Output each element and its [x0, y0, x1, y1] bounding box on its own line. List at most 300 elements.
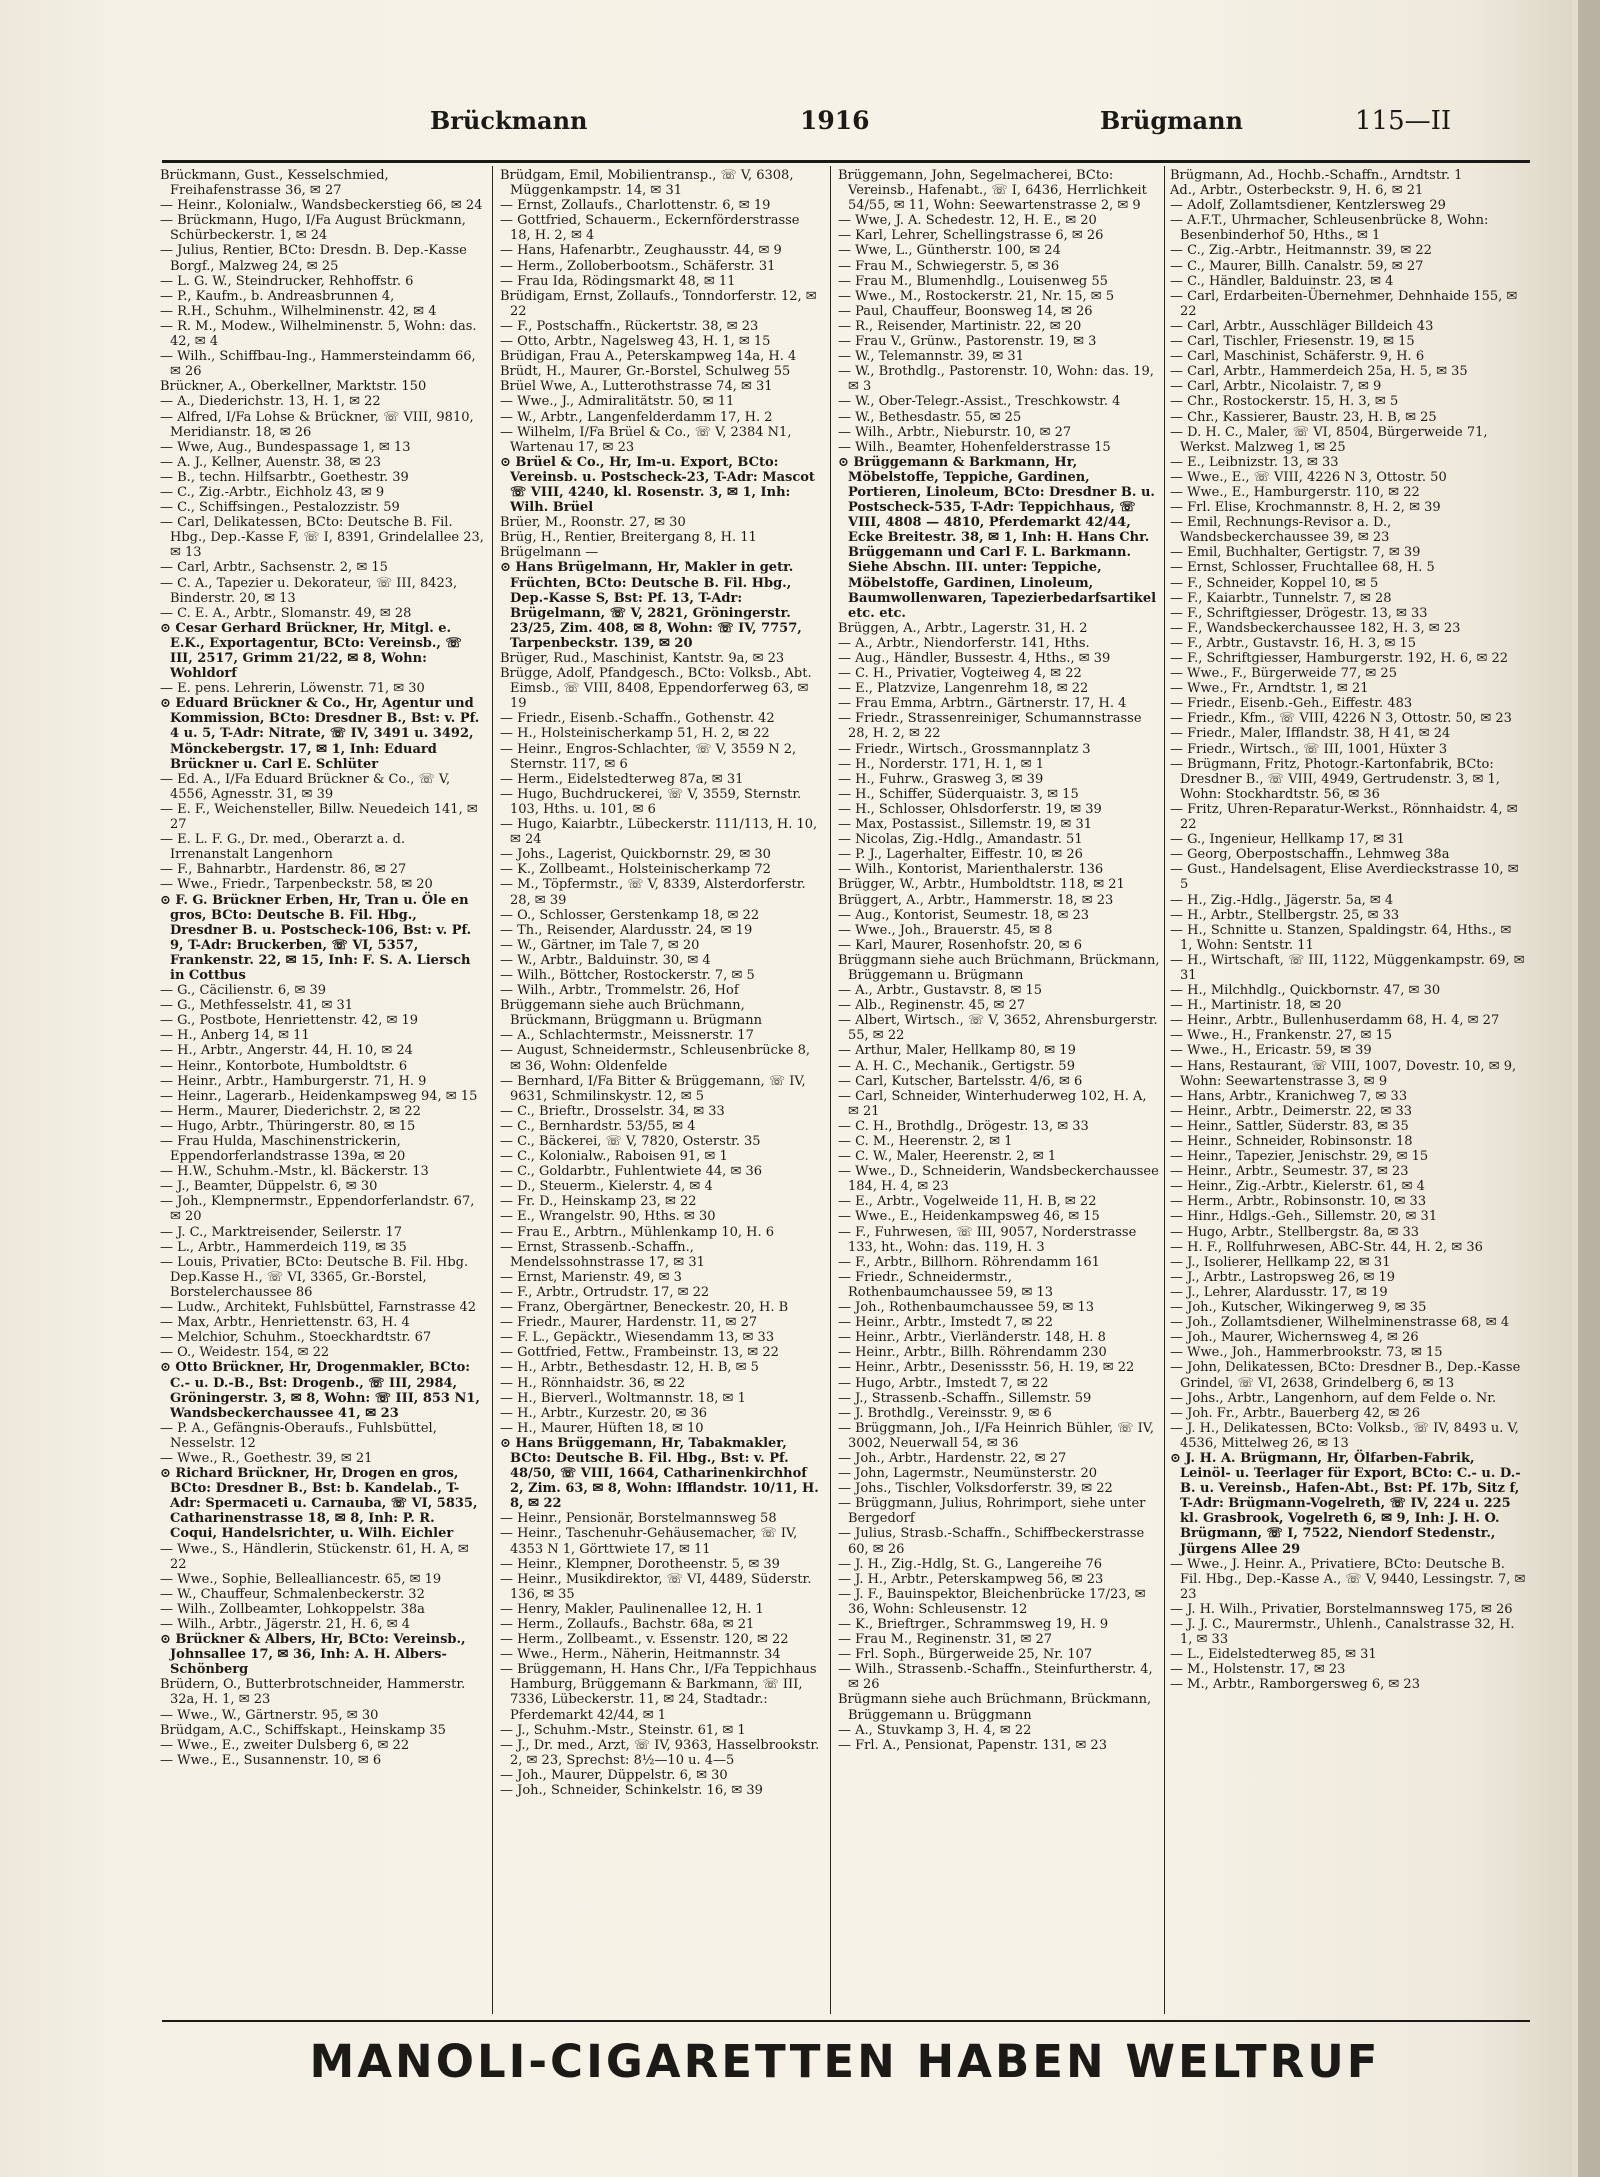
directory-entry: — Wwe., W., Gärtnerstr. 95, ✉ 30 [160, 1707, 379, 1723]
directory-entry: — Wilh., Strassenb.-Schaffn., Steinfurtherstr. 4, ✉ 26 [838, 1662, 1153, 1693]
directory-entry: Brüer, M., Roonstr. 27, ✉ 30 [500, 515, 686, 531]
directory-entry: — F., Bahnarbtr., Hardenstr. 86, ✉ 27 [160, 862, 407, 878]
directory-entry: — Frau M., Reginenstr. 31, ✉ 27 [838, 1632, 1053, 1648]
directory-entry: — C. H., Brothdlg., Drögestr. 13, ✉ 33 [838, 1118, 1089, 1134]
directory-entry: — Wilh., Arbtr., Jägerstr. 21, H. 6, ✉ 4 [160, 1617, 411, 1632]
directory-entry: — Friedr., Kfm., ☏ VIII, 4226 N 3, Ottostr. 50, ✉ 23 [1170, 711, 1512, 727]
directory-entry: — J., Dr. med., Arzt, ☏ IV, 9363, Hasselbrookstr. 2, ✉ 23, Sprechst: 8½—10 u. 4—5 [500, 1737, 820, 1768]
directory-entry: — Frau Emma, Arbtrn., Gärtnerstr. 17, H. 4 [838, 696, 1127, 712]
directory-entry: — C., Goldarbtr., Fuhlentwiete 44, ✉ 36 [500, 1164, 763, 1180]
directory-entry: — Gust., Handelsagent, Elise Averdieckstrasse 10, ✉ 5 [1170, 862, 1519, 893]
directory-entry: — J., Isolierer, Hellkamp 22, ✉ 31 [1170, 1254, 1391, 1270]
directory-entry: — Heinr., Schneider, Robinsonstr. 18 [1170, 1134, 1413, 1149]
directory-entry: — Herm., Maurer, Diederichstr. 2, ✉ 22 [160, 1103, 421, 1119]
directory-entry: — Aug., Händler, Bussestr. 4, Hths., ✉ 39 [838, 651, 1111, 666]
directory-entry: — Frau M., Blumenhdlg., Louisenweg 55 [838, 273, 1108, 289]
directory-entry: ⊙ Otto Brückner, Hr, Drogenmakler, BCto: C.- u. D.-B., Bst: Drogenb., ☏ III, 2984, Gröningerstr. 3, ✉ 8, Wohn: ☏ III, 853 N1, Wandsbeckerchaussee 41, ✉ 23 [160, 1360, 480, 1421]
directory-entry: — Hugo, Kaiarbtr., Lübeckerstr. 111/113, H. 10, ✉ 24 [500, 817, 818, 848]
directory-entry: Brüdigan, Frau A., Peterskampweg 14a, H. 4 [500, 349, 797, 365]
directory-entry: — C., Maurer, Billh. Canalstr. 59, ✉ 27 [1170, 258, 1424, 274]
directory-entry: — A. H. C., Mechanik., Gertigstr. 59 [838, 1058, 1075, 1074]
directory-entry: ⊙ Hans Brügelmann, Hr, Makler in getr. Früchten, BCto: Deutsche B. Fil. Hbg., Dep.-Kasse S, Bst: Pf. 13, T-Adr: Brügelmann, ☏ V, 2821, Gröningerstr. 23/25, Zim. 408, ✉ 8, Wohn: ☏ IV, 7757, Tarpenbeckstr. 139, ✉ 20 [500, 560, 802, 651]
directory-entry: — Ernst, Zollaufs., Charlottenstr. 6, ✉ 19 [500, 198, 771, 214]
directory-entry: — J., Lehrer, Alardusstr. 17, ✉ 19 [1170, 1284, 1388, 1300]
directory-entry: — A., Diederichstr. 13, H. 1, ✉ 22 [160, 394, 381, 410]
directory-entry: — Wwe., Joh., Brauerstr. 45, ✉ 8 [838, 922, 1053, 938]
directory-entry: — Wwe., M., Rostockerstr. 21, Nr. 15, ✉ 5 [838, 288, 1115, 304]
directory-entry: — H.W., Schuhm.-Mstr., kl. Bäckerstr. 13 [160, 1164, 429, 1180]
directory-entry: — Chr., Rostockerstr. 15, H. 3, ✉ 5 [1170, 394, 1399, 410]
directory-entry: — Hugo, Arbtr., Thüringerstr. 80, ✉ 15 [160, 1118, 416, 1134]
directory-entry: — Heinr., Pensionär, Borstelmannsweg 58 [500, 1511, 777, 1527]
directory-entry: — H., Fuhrw., Grasweg 3, ✉ 39 [838, 771, 1044, 787]
directory-entry: — H., Maurer, Hüften 18, ✉ 10 [500, 1420, 704, 1436]
header-first-entry: Brückmann [430, 106, 588, 135]
directory-entry: — R., Reisender, Martinistr. 22, ✉ 20 [838, 318, 1082, 334]
directory-entry: — M., Holstenstr. 17, ✉ 23 [1170, 1662, 1346, 1678]
footer-rule [162, 2020, 1530, 2022]
header-rule [162, 160, 1530, 163]
directory-entry: — Hugo, Buchdruckerei, ☏ V, 3559, Sternstr. 103, Hths. u. 101, ✉ 6 [500, 786, 802, 817]
directory-entry: — Wwe., Joh., Hammerbrookstr. 73, ✉ 15 [1170, 1345, 1443, 1361]
directory-entry: Brüdigam, Ernst, Zollaufs., Tonndorferstr. 12, ✉ 22 [500, 288, 817, 319]
directory-entry: — W., Ober-Telegr.-Assist., Treschkowstr. 4 [838, 394, 1121, 410]
directory-entry: — C., Brieftr., Drosselstr. 34, ✉ 33 [500, 1103, 725, 1119]
directory-entry: — Herm., Zollaufs., Bachstr. 68a, ✉ 21 [500, 1617, 755, 1632]
directory-entry: — F., Schriftgiesser, Hamburgerstr. 192, H. 6, ✉ 22 [1170, 651, 1509, 666]
directory-entry: Brügmann, Ad., Hochb.-Schaffn., Arndtstr. 1 [1170, 168, 1463, 183]
directory-entry: — Albert, Wirtsch., ☏ V, 3652, Ahrensburgerstr. 55, ✉ 22 [838, 1013, 1158, 1044]
directory-entry: — Wwe., E., Susannenstr. 10, ✉ 6 [160, 1752, 382, 1768]
directory-entry: — August, Schneidermstr., Schleusenbrücke 8, ✉ 36, Wohn: Oldenfelde [500, 1043, 810, 1074]
directory-entry: — E., Platzvize, Langenrehm 18, ✉ 22 [838, 681, 1089, 697]
directory-entry: — Joh., Klempnermstr., Eppendorferlandstr. 67, ✉ 20 [160, 1194, 475, 1225]
directory-entry: — F., Arbtr., Gustavstr. 16, H. 3, ✉ 15 [1170, 635, 1417, 651]
directory-entry: — Wilh., Kontorist, Marienthalerstr. 136 [838, 862, 1104, 878]
directory-entry: — H., Anberg 14, ✉ 11 [160, 1028, 310, 1044]
directory-entry: — F., Postschaffn., Rückertstr. 38, ✉ 23 [500, 318, 759, 334]
directory-entry: — F., Arbtr., Billhorn. Röhrendamm 161 [838, 1254, 1100, 1270]
directory-entry: — R. M., Modew., Wilhelminenstr. 5, Wohn: das. 42, ✉ 4 [160, 318, 477, 350]
directory-entry: — J. F., Bauinspektor, Bleichenbrücke 17/23, ✉ 36, Wohn: Schleusenstr. 12 [838, 1586, 1146, 1617]
directory-entry: — H., Arbtr., Kurzestr. 20, ✉ 36 [500, 1405, 708, 1421]
directory-entry: ⊙ Brüggemann & Barkmann, Hr, Möbelstoffe, Teppiche, Gardinen, Portieren, Linoleum, BCto: Dresdner B. u. Postscheck-535, T-Adr: Teppichhaus, ☏ VIII, 4808 — 4810, Pferdemarkt 42/44, Ecke Breitestr. 38, ✉ 1, Inh: H. Hans Chr. Brüggemann und Carl F. L. Barkmann. Siehe Abschn. III. unter: Teppiche, Möbelstoffe, Gardinen, Linoleum, Baumwollenwaren, Tapezierbedarfsartikel etc. etc. [838, 454, 1157, 621]
directory-entry: — E., Leibnizstr. 13, ✉ 33 [1170, 454, 1339, 470]
directory-entry: ⊙ J. H. A. Brügmann, Hr, Ölfarben-Fabrik, Leinöl- u. Teerlager für Export, BCto: C.- u. D.-B. u. Vereinsb., Hafen-Abt., Bst: Pf. 17b, Sitz f, T-Adr: Brügmann-Vogelreth, ☏ IV, 224 u. 225 kl. Grasbrook, Vogelreth 6, ✉ 9, Inh: J. H. O. Brügmann, ☏ I, 7522, Niendorf Stedenstr., Jürgens Allee 29 [1170, 1450, 1521, 1557]
directory-entry: — Julius, Rentier, BCto: Dresdn. B. Dep.-Kasse Borgf., Malzweg 24, ✉ 25 [160, 243, 467, 274]
directory-entry: — F., Schriftgiesser, Drögestr. 13, ✉ 33 [1170, 605, 1428, 621]
directory-entry: ⊙ Cesar Gerhard Brückner, Hr, Mitgl. e. E.K., Exportagentur, BCto: Vereinsb., ☏ III, 2517, Grimm 21/22, ✉ 8, Wohn: Wohldorf [160, 620, 462, 682]
directory-entry: — Frau M., Schwiegerstr. 5, ✉ 36 [838, 258, 1060, 274]
directory-entry: — Wwe., J. Heinr. A., Privatiere, BCto: Deutsche B. Fil. Hbg., Dep.-Kasse A., ☏ V, 9440, Lessingstr. 7, ✉ 23 [1170, 1556, 1526, 1602]
directory-entry: — Johs., Tischler, Volksdorferstr. 39, ✉ 22 [838, 1481, 1113, 1497]
directory-entry: — Fritz, Uhren-Reparatur-Werkst., Rönnhaidstr. 4, ✉ 22 [1170, 801, 1518, 833]
directory-entry: — G., Postbote, Henriettenstr. 42, ✉ 19 [160, 1013, 419, 1029]
directory-entry: — Friedr., Eisenb.-Schaffn., Gothenstr. 42 [500, 711, 775, 727]
directory-entry: — A., Arbtr., Niendorferstr. 141, Hths. [838, 635, 1090, 651]
directory-entry: — Max, Arbtr., Henriettenstr. 63, H. 4 [160, 1315, 410, 1331]
directory-entry: — Fr. D., Heinskamp 23, ✉ 22 [500, 1194, 697, 1210]
directory-entry: — W., Chauffeur, Schmalenbeckerstr. 32 [160, 1586, 425, 1602]
directory-entry: Brüggen, A., Arbtr., Lagerstr. 31, H. 2 [838, 620, 1088, 636]
directory-entry: — F., Arbtr., Ortrudstr. 17, ✉ 22 [500, 1284, 710, 1300]
directory-entry: — Joh., Arbtr., Hardenstr. 22, ✉ 27 [838, 1450, 1067, 1466]
directory-entry: — Wwe., R., Goethestr. 39, ✉ 21 [160, 1450, 373, 1466]
directory-entry: Brückner, A., Oberkellner, Marktstr. 150 [160, 379, 427, 395]
directory-entry: — Carl, Arbtr., Sachsenstr. 2, ✉ 15 [160, 560, 388, 576]
directory-entry: — Alfred, I/Fa Lohse & Brückner, ☏ VIII, 9810, Meridianstr. 18, ✉ 26 [160, 409, 474, 440]
directory-entry: — Wwe., F., Bürgerweide 77, ✉ 25 [1170, 666, 1397, 682]
directory-entry: — Aug., Kontorist, Seumestr. 18, ✉ 23 [838, 907, 1090, 923]
directory-entry: — Julius, Strasb.-Schaffn., Schiffbeckerstrasse 60, ✉ 26 [838, 1526, 1145, 1557]
directory-entry: — Chr., Kassierer, Baustr. 23, H. B, ✉ 25 [1170, 409, 1437, 425]
directory-entry: — Adolf, Zollamtsdiener, Kentzlersweg 29 [1170, 198, 1446, 214]
directory-entry: — C., Zig.-Arbtr., Heitmannstr. 39, ✉ 22 [1170, 243, 1432, 259]
directory-entry: — C., Bernhardstr. 53/55, ✉ 4 [500, 1118, 696, 1134]
directory-entry: — E., Wrangelstr. 90, Hths. ✉ 30 [500, 1209, 716, 1225]
directory-entry: — Wwe., E., Hamburgerstr. 110, ✉ 22 [1170, 484, 1420, 500]
directory-entry: — Frau Ida, Rödingsmarkt 48, ✉ 11 [500, 273, 736, 289]
directory-entry: — F. L., Gepäcktr., Wiesendamm 13, ✉ 33 [500, 1330, 775, 1346]
directory-entry: — Otto, Arbtr., Nagelsweg 43, H. 1, ✉ 15 [500, 334, 771, 350]
directory-entry: — W., Arbtr., Langenfelderdamm 17, H. 2 [500, 409, 773, 425]
directory-entry: — Herm., Zolloberbootsm., Schäferstr. 31 [500, 258, 776, 274]
directory-entry: — H., Arbtr., Bethesdastr. 12, H. B, ✉ 5 [500, 1360, 759, 1376]
directory-entry: — Joh., Maurer, Wichernsweg 4, ✉ 26 [1170, 1330, 1419, 1346]
directory-entry: — Heinr., Arbtr., Deimerstr. 22, ✉ 33 [1170, 1103, 1413, 1119]
directory-entry: — Nicolas, Zig.-Hdlg., Amandastr. 51 [838, 832, 1083, 848]
directory-entry: — W., Telemannstr. 39, ✉ 31 [838, 349, 1024, 365]
directory-entry: — W., Brothdlg., Pastorenstr. 10, Wohn: das. 19, ✉ 3 [838, 364, 1154, 395]
directory-entry: — Heinr., Kolonialw., Wandsbeckerstieg 66, ✉ 24 [160, 198, 483, 214]
directory-entry: Brüggmann siehe auch Brüchmann, Brückmann, Brüggemann u. Brügmann [838, 952, 1160, 983]
directory-entry: Brüggemann, John, Segelmacherei, BCto: Vereinsb., Hafenabt., ☏ I, 6436, Herrlichkeit 54/55, ✉ 11, Wohn: Seewartenstrasse 2, ✉ 9 [838, 168, 1147, 214]
directory-entry: — H., Schnitte u. Stanzen, Spaldingstr. 64, Hths., ✉ 1, Wohn: Sentstr. 11 [1170, 922, 1512, 953]
directory-entry: — Heinr., Sattler, Süderstr. 83, ✉ 35 [1170, 1118, 1409, 1134]
directory-entry: ⊙ F. G. Brückner Erben, Hr, Tran u. Öle en gros, BCto: Deutsche B. Fil. Hbg., Dresdner B. u. Postscheck-106, Bst: v. Pf. 9, T-Adr: Bruckerben, ☏ VI, 5357, Frankenstr. 22, ✉ 15, Inh: F. S. A. Liersch in Cottbus [160, 892, 472, 983]
directory-entry: — H., Arbtr., Angerstr. 44, H. 10, ✉ 24 [160, 1043, 413, 1059]
directory-entry: — Herm., Arbtr., Robinsonstr. 10, ✉ 33 [1170, 1194, 1427, 1210]
directory-entry: — Heinr., Arbtr., Desenissstr. 56, H. 19, ✉ 22 [838, 1360, 1135, 1376]
directory-entry: — H., Schlosser, Ohlsdorferstr. 19, ✉ 39 [838, 801, 1102, 817]
directory-entry: — C., Bäckerei, ☏ V, 7820, Osterstr. 35 [500, 1134, 761, 1149]
directory-entry: — J., Arbtr., Lastropsweg 26, ✉ 19 [1170, 1269, 1396, 1285]
directory-entry: — C., Händler, Balduinstr. 23, ✉ 4 [1170, 273, 1394, 289]
directory-entry: — Heinr., Arbtr., Bullenhuserdamm 68, H. 4, ✉ 27 [1170, 1013, 1500, 1029]
directory-entry: — Brüggmann, Joh., I/Fa Heinrich Bühler, ☏ IV, 3002, Neuerwall 54, ✉ 36 [838, 1420, 1155, 1451]
header-year: 1916 [800, 106, 870, 135]
directory-entry: — Carl, Delikatessen, BCto: Deutsche B. Fil. Hbg., Dep.-Kasse F, ☏ I, 8391, Grindelallee 23, ✉ 13 [160, 515, 484, 561]
directory-entry: — J. H. Wilh., Privatier, Borstelmannsweg 175, ✉ 26 [1170, 1601, 1513, 1617]
directory-entry: — Wwe., Friedr., Tarpenbeckstr. 58, ✉ 20 [160, 877, 433, 893]
directory-entry: — Wilh., Arbtr., Nieburstr. 10, ✉ 27 [838, 424, 1072, 440]
directory-entry: — Carl, Arbtr., Ausschläger Billdeich 43 [1170, 318, 1434, 334]
directory-entry: — W., Gärtner, im Tale 7, ✉ 20 [500, 937, 700, 953]
directory-entry: — Herm., Eidelstedterweg 87a, ✉ 31 [500, 771, 744, 787]
directory-entry: Brüggemann siehe auch Brüchmann, Brückmann, Brüggmann u. Brügmann [500, 998, 763, 1029]
directory-entry: — Wwe., J., Admiralitätstr. 50, ✉ 11 [500, 394, 735, 410]
directory-entry: — Hugo, Arbtr., Imstedt 7, ✉ 22 [838, 1375, 1049, 1391]
directory-entry: — Heinr., Kontorbote, Humboldtstr. 6 [160, 1058, 408, 1074]
directory-entry: — F., Kaiarbtr., Tunnelstr. 7, ✉ 28 [1170, 590, 1392, 606]
directory-entry: ⊙ Brüel & Co., Hr, Im-u. Export, BCto: Vereinsb. u. Postscheck-23, T-Adr: Mascot ☏ VIII, 4240, kl. Rosenstr. 3, ✉ 1, Inh: Wilh. Brüel [500, 454, 815, 516]
directory-entry: — Wwe., Fr., Arndtstr. 1, ✉ 21 [1170, 681, 1369, 697]
directory-entry: — Frl. Soph., Bürgerweide 25, Nr. 107 [838, 1647, 1093, 1663]
directory-entry: — Brüggemann, H. Hans Chr., I/Fa Teppichhaus Hamburg, Brüggemann & Barkmann, ☏ III, 7336, Lübeckerstr. 11, ✉ 24, Stadtadr.: Pferdemarkt 42/44, ✉ 1 [500, 1662, 817, 1723]
directory-entry: — Heinr., Arbtr., Seumestr. 37, ✉ 23 [1170, 1164, 1409, 1180]
directory-entry: ⊙ Brückner & Albers, Hr, BCto: Vereinsb., Johnsallee 17, ✉ 36, Inh: A. H. Albers-Schönberg [160, 1632, 466, 1678]
directory-entry: — E. F., Weichensteller, Billw. Neuedeich 141, ✉ 27 [160, 801, 478, 833]
directory-entry: — Melchior, Schuhm., Stoeckhardtstr. 67 [160, 1330, 432, 1346]
directory-entry: — Joh., Rothenbaumchaussee 59, ✉ 13 [838, 1300, 1095, 1316]
directory-entry: — Paul, Chauffeur, Boonsweg 14, ✉ 26 [838, 303, 1093, 319]
directory-entry: Brüger, Rud., Maschinist, Kantstr. 9a, ✉ 23 [500, 651, 785, 666]
directory-entry: — Carl, Tischler, Friesenstr. 19, ✉ 15 [1170, 334, 1415, 350]
directory-entry: — C. E. A., Arbtr., Slomanstr. 49, ✉ 28 [160, 605, 412, 621]
directory-entry: — C., Schiffsingen., Pestalozzistr. 59 [160, 500, 400, 516]
directory-entry: — Joh., Maurer, Düppelstr. 6, ✉ 30 [500, 1767, 728, 1783]
directory-entry: — Heinr., Musikdirektor, ☏ VI, 4489, Süderstr. 136, ✉ 35 [500, 1571, 812, 1602]
directory-entry: — Emil, Rechnungs-Revisor a. D., Wandsbeckerchaussee 39, ✉ 23 [1170, 515, 1392, 546]
directory-entry: — O., Weidestr. 154, ✉ 22 [160, 1345, 330, 1361]
directory-entry: — C. A., Tapezier u. Dekorateur, ☏ III, 8423, Binderstr. 20, ✉ 13 [160, 575, 458, 606]
directory-entry: — K., Zollbeamt., Holsteinischerkamp 72 [500, 862, 771, 878]
directory-entry: — Th., Reisender, Alardusstr. 24, ✉ 19 [500, 922, 753, 938]
directory-entry: — G., Ingenieur, Hellkamp 17, ✉ 31 [1170, 832, 1405, 848]
directory-entry: — Wilh., Schiffbau-Ing., Hammersteindamm 66, ✉ 26 [160, 349, 476, 380]
directory-entry: — C., Zig.-Arbtr., Eichholz 43, ✉ 9 [160, 484, 385, 500]
directory-entry: — Johs., Lagerist, Quickbornstr. 29, ✉ 30 [500, 847, 771, 863]
directory-entry: — E. L. F. G., Dr. med., Oberarzt a. d. Irrenanstalt Langenhorn [160, 832, 406, 863]
directory-entry: — Gottfried, Fettw., Frambeinstr. 13, ✉ 22 [500, 1345, 779, 1361]
directory-entry: — Joh., Schneider, Schinkelstr. 16, ✉ 39 [500, 1783, 763, 1799]
footer-advertisement: MANOLI-CIGARETTEN HABEN WELTRUF [309, 2035, 1381, 2088]
directory-entry: — Friedr., Eisenb.-Geh., Eiffestr. 483 [1170, 696, 1413, 712]
directory-entry: — Wwe., E., ☏ VIII, 4226 N 3, Ottostr. 50 [1170, 469, 1447, 485]
column-divider [830, 166, 831, 2014]
directory-entry: — Friedr., Maler, Ifflandstr. 38, H 41, ✉ 24 [1170, 726, 1451, 742]
directory-entry: — Ernst, Schlosser, Fruchtallee 68, H. 5 [1170, 560, 1435, 576]
directory-entry: — H., Arbtr., Stellbergstr. 25, ✉ 33 [1170, 907, 1400, 923]
page-header [160, 100, 1530, 150]
directory-entry: Brüg, H., Rentier, Breitergang 8, H. 11 [500, 530, 757, 546]
directory-entry: — Frau Hulda, Maschinenstrickerin, Eppendorferlandstrasse 139a, ✉ 20 [160, 1134, 406, 1165]
directory-entry: — Louis, Privatier, BCto: Deutsche B. Fil. Hbg. Dep.Kasse H., ☏ VI, 3365, Gr.-Borstel, Borstelerchaussee 86 [160, 1254, 469, 1300]
directory-entry: — Wwe, Aug., Bundespassage 1, ✉ 13 [160, 439, 411, 455]
directory-entry: — Friedr., Maurer, Hardenstr. 11, ✉ 27 [500, 1315, 758, 1331]
directory-entry: — F., Wandsbeckerchaussee 182, H. 3, ✉ 23 [1170, 620, 1461, 636]
directory-entry: — Joh., Kutscher, Wikingerweg 9, ✉ 35 [1170, 1300, 1427, 1316]
directory-entry: — Emil, Buchhalter, Gertigstr. 7, ✉ 39 [1170, 545, 1421, 561]
directory-entry: — Wwe., E., Heidenkampsweg 46, ✉ 15 [838, 1209, 1100, 1225]
directory-entry: — Wilh., Beamter, Hohenfelderstrasse 15 [838, 439, 1111, 455]
directory-entry: — H., Norderstr. 171, H. 1, ✉ 1 [838, 756, 1044, 772]
directory-entry: — Franz, Obergärtner, Beneckestr. 20, H. B [500, 1300, 789, 1316]
directory-entry: — Frau V., Grünw., Pastorenstr. 19, ✉ 3 [838, 334, 1097, 350]
directory-entry: — M., Arbtr., Ramborgersweg 6, ✉ 23 [1170, 1677, 1420, 1693]
directory-entry: — J., Schuhm.-Mstr., Steinstr. 61, ✉ 1 [500, 1722, 746, 1738]
directory-entry: Brüdgam, A.C., Schiffskapt., Heinskamp 35 [160, 1722, 446, 1738]
directory-entry: — J. J. C., Maurermstr., Uhlenh., Canalstrasse 32, H. 1, ✉ 33 [1170, 1617, 1515, 1648]
directory-entry: — A. J., Kellner, Auenstr. 38, ✉ 23 [160, 454, 382, 470]
directory-entry: — H., Schiffer, Süderquaistr. 3, ✉ 15 [838, 786, 1079, 802]
directory-entry: — Frau E., Arbtrn., Mühlenkamp 10, H. 6 [500, 1224, 775, 1240]
directory-entry: — A., Stuvkamp 3, H. 4, ✉ 22 [838, 1722, 1032, 1738]
directory-entry: — H., Holsteinischerkamp 51, H. 2, ✉ 22 [500, 726, 770, 742]
directory-entry: — Heinr., Arbtr., Imstedt 7, ✉ 22 [838, 1315, 1054, 1331]
directory-entry: — B., techn. Hilfsarbtr., Goethestr. 39 [160, 469, 409, 485]
directory-entry: ⊙ Eduard Brückner & Co., Hr, Agentur und Kommission, BCto: Dresdner B., Bst: v. Pf. 4 u. 5, T-Adr: Nitrate, ☏ IV, 3491 u. 3492, Mönckebergstr. 17, ✉ 1, Inh: Eduard Brückner u. Carl E. Schlüter [160, 696, 480, 772]
directory-entry: — J. C., Marktreisender, Seilerstr. 17 [160, 1224, 403, 1240]
directory-entry: — Carl, Arbtr., Nicolaistr. 7, ✉ 9 [1170, 379, 1382, 395]
directory-entry: — G., Methfesselstr. 41, ✉ 31 [160, 998, 354, 1014]
directory-entry: — P., Kaufm., b. Andreasbrunnen 4, [160, 288, 395, 304]
directory-entry: — W., Bethesdastr. 55, ✉ 25 [838, 409, 1022, 425]
column-divider [492, 166, 493, 2014]
directory-entry: Brügmann siehe auch Brüchmann, Brückmann, Brüggemann u. Brüggmann [838, 1692, 1152, 1723]
directory-entry: — J. H., Delikatessen, BCto: Volksb., ☏ IV, 8493 u. V, 4536, Mittelweg 26, ✉ 13 [1170, 1420, 1519, 1451]
directory-entry: — M., Töpfermstr., ☏ V, 8339, Alsterdorferstr. 28, ✉ 39 [500, 877, 806, 908]
directory-entry: Brüggert, A., Arbtr., Hammerstr. 18, ✉ 23 [838, 892, 1114, 908]
directory-entry: — Arthur, Maler, Hellkamp 80, ✉ 19 [838, 1043, 1076, 1059]
directory-entry: — Brügmann, Fritz, Photogr.-Kartonfabrik, BCto: Dresdner B., ☏ VIII, 4949, Gertrudenstr. 3, ✉ 1, Wohn: Stockhardtstr. 56, ✉ 36 [1170, 756, 1500, 802]
directory-entry: — Joh. Fr., Arbtr., Bauerberg 42, ✉ 26 [1170, 1405, 1420, 1421]
directory-entry: — C., Kolonialw., Raboisen 91, ✉ 1 [500, 1149, 728, 1165]
directory-entry: — Wwe, J. A. Schedestr. 12, H. E., ✉ 20 [838, 213, 1097, 229]
directory-entry: — Heinr., Tapezier, Jenischstr. 29, ✉ 15 [1170, 1149, 1429, 1165]
directory-entry: Brügger, W., Arbtr., Humboldtstr. 118, ✉ 21 [838, 877, 1125, 893]
directory-entry: — Ernst, Marienstr. 49, ✉ 3 [500, 1269, 682, 1285]
directory-entry: — Wilh., Zollbeamter, Lohkoppelstr. 38a [160, 1601, 425, 1617]
directory-entry: — Hinr., Hdlgs.-Geh., Sillemstr. 20, ✉ 31 [1170, 1209, 1438, 1225]
directory-entry: — L., Arbtr., Hammerdeich 119, ✉ 35 [160, 1239, 407, 1255]
directory-entry: — Carl, Schneider, Winterhuderweg 102, H. A, ✉ 21 [838, 1088, 1147, 1119]
directory-entry: — H., Martinistr. 18, ✉ 20 [1170, 998, 1342, 1014]
directory-entry: — Carl, Erdarbeiten-Übernehmer, Dehnhaide 155, ✉ 22 [1170, 288, 1518, 319]
directory-entry: — P. J., Lagerhalter, Eiffestr. 10, ✉ 26 [838, 847, 1083, 863]
directory-entry: — Wwe, L., Güntherstr. 100, ✉ 24 [838, 243, 1061, 259]
directory-entry: — Brüggmann, Julius, Rohrimport, siehe unter Bergedorf [838, 1496, 1146, 1527]
directory-entry: — Herm., Zollbeamt., v. Essenstr. 120, ✉ 22 [500, 1632, 789, 1648]
directory-entry: — Frl. Elise, Krochmannstr. 8, H. 2, ✉ 39 [1170, 500, 1441, 516]
directory-entry: — Carl, Kutscher, Bartelsstr. 4/6, ✉ 6 [838, 1073, 1083, 1089]
directory-entry: — H., Bierverl., Woltmannstr. 18, ✉ 1 [500, 1390, 746, 1406]
directory-entry: — Heinr., Taschenuhr-Gehäusemacher, ☏ IV, 4353 N 1, Görttwiete 17, ✉ 11 [500, 1526, 798, 1557]
directory-entry: Brügge, Adolf, Pfandgesch., BCto: Volksb., Abt. Eimsb., ☏ VIII, 8408, Eppendorferweg 63, ✉ 19 [500, 666, 812, 712]
directory-entry: — K., Brieftrger., Schrammsweg 19, H. 9 [838, 1617, 1109, 1632]
directory-entry: Brückmann, Gust., Kesselschmied, Freihafenstrasse 36, ✉ 27 [160, 168, 389, 199]
directory-entry: — Heinr., Lagerarb., Heidenkampsweg 94, ✉ 15 [160, 1088, 478, 1104]
column-2 [500, 168, 822, 2013]
column-3 [838, 168, 1160, 2013]
directory-entry: — Wwe., E., zweiter Dulsberg 6, ✉ 22 [160, 1737, 410, 1753]
directory-entry: — J., Beamter, Düppelstr. 6, ✉ 30 [160, 1179, 378, 1195]
directory-entry: — J. Brothdlg., Vereinsstr. 9, ✉ 6 [838, 1405, 1052, 1421]
column-1 [160, 168, 485, 2013]
directory-entry: — Friedr., Wirtsch., Grossmannplatz 3 [838, 741, 1091, 757]
directory-entry: Ad., Arbtr., Osterbeckstr. 9, H. 6, ✉ 21 [1170, 183, 1424, 199]
directory-entry: — A., Schlachtermstr., Meissnerstr. 17 [500, 1028, 754, 1044]
column-divider [1164, 166, 1165, 2014]
directory-entry: — Alb., Reginenstr. 45, ✉ 27 [838, 998, 1026, 1014]
directory-entry: — Hans, Restaurant, ☏ VIII, 1007, Dovestr. 10, ✉ 9, Wohn: Seewartenstrasse 3, ✉ 9 [1170, 1058, 1517, 1089]
directory-entry: — R.H., Schuhm., Wilhelminenstr. 42, ✉ 4 [160, 303, 437, 319]
directory-entry: — Heinr., Zig.-Arbtr., Kielerstr. 61, ✉ 4 [1170, 1179, 1425, 1195]
directory-entry: — Wilh., Böttcher, Rostockerstr. 7, ✉ 5 [500, 967, 755, 983]
directory-entry: ⊙ Richard Brückner, Hr, Drogen en gros, BCto: Dresdner B., Bst: b. Kandelab., T-Adr: Spermaceti u. Carnauba, ☏ VI, 5835, Catharinenstrasse 18, ✉ 8, Inh: P. R. Coqui, Handelsrichter, u. Wilh. Eichler [160, 1466, 478, 1542]
directory-entry: — L., Eidelstedterweg 85, ✉ 31 [1170, 1647, 1377, 1663]
directory-entry: — Frl. A., Pensionat, Papenstr. 131, ✉ 23 [838, 1737, 1107, 1753]
directory-entry: — O., Schlosser, Gerstenkamp 18, ✉ 22 [500, 907, 760, 923]
directory-entry: — Hugo, Arbtr., Stellbergstr. 8a, ✉ 33 [1170, 1224, 1420, 1240]
directory-entry: — Karl, Lehrer, Schellingstrasse 6, ✉ 26 [838, 228, 1104, 244]
directory-entry: — Friedr., Wirtsch., ☏ III, 1001, Hüxter 3 [1170, 741, 1448, 757]
directory-entry: — Carl, Maschinist, Schäferstr. 9, H. 6 [1170, 349, 1425, 365]
directory-entry: — D., Steuerm., Kielerstr. 4, ✉ 4 [500, 1179, 713, 1195]
directory-entry: Brüel Wwe, A., Lutterothstrasse 74, ✉ 31 [500, 379, 773, 395]
directory-entry: — H. F., Rollfuhrwesen, ABC-Str. 44, H. 2, ✉ 36 [1170, 1239, 1483, 1255]
directory-entry: — P. A., Gefängnis-Oberaufs., Fuhlsbüttel, Nesselstr. 12 [160, 1420, 437, 1451]
directory-entry: — John, Delikatessen, BCto: Dresdner B., Dep.-Kasse Grindel, ☏ VI, 2638, Grindelberg 6, ✉ 13 [1170, 1360, 1521, 1391]
directory-entry: — F., Fuhrwesen, ☏ III, 9057, Norderstrasse 133, ht., Wohn: das. 119, H. 3 [838, 1224, 1137, 1255]
directory-entry: — Carl, Arbtr., Hammerdeich 25a, H. 5, ✉ 35 [1170, 364, 1468, 380]
directory-entry: — Heinr., Engros-Schlachter, ☏ V, 3559 N 2, Sternstr. 117, ✉ 6 [500, 741, 797, 772]
directory-entry: — Wwe., H., Frankenstr. 27, ✉ 15 [1170, 1028, 1393, 1044]
directory-entry: — Wwe., H., Ericastr. 59, ✉ 39 [1170, 1043, 1372, 1059]
directory-entry: — E., Arbtr., Vogelweide 11, H. B, ✉ 22 [838, 1194, 1097, 1210]
directory-entry: — Karl, Maurer, Rosenhofstr. 20, ✉ 6 [838, 937, 1083, 953]
directory-entry: — Hans, Arbtr., Kranichweg 7, ✉ 33 [1170, 1088, 1408, 1104]
directory-entry: — F., Schneider, Koppel 10, ✉ 5 [1170, 575, 1379, 591]
directory-entry: — Ludw., Architekt, Fuhlsbüttel, Farnstrasse 42 [160, 1300, 477, 1316]
directory-entry: — J. H., Zig.-Hdlg, St. G., Langereihe 76 [838, 1556, 1103, 1572]
directory-entry: — Johs., Arbtr., Langenhorn, auf dem Felde o. Nr. [1170, 1390, 1497, 1406]
header-last-entry: Brügmann [1100, 106, 1244, 135]
directory-entry: — Ed. A., I/Fa Eduard Brückner & Co., ☏ V, 4556, Agnesstr. 31, ✉ 39 [160, 771, 451, 802]
directory-entry: — Wwe., Sophie, Bellealliancestr. 65, ✉ 19 [160, 1571, 442, 1587]
directory-entry: — H., Rönnhaidstr. 36, ✉ 22 [500, 1375, 686, 1391]
directory-entry: — Wwe., S., Händlerin, Stückenstr. 61, H. A, ✉ 22 [160, 1541, 469, 1572]
directory-entry: — E. pens. Lehrerin, Löwenstr. 71, ✉ 30 [160, 681, 425, 697]
directory-entry: Brüdt, H., Maurer, Gr.-Borstel, Schulweg 55 [500, 364, 791, 380]
directory-entry: — H., Milchhdlg., Quickbornstr. 47, ✉ 30 [1170, 983, 1441, 999]
directory-entry: — John, Lagermstr., Neumünsterstr. 20 [838, 1466, 1098, 1482]
directory-entry: Brüdgam, Emil, Mobilientransp., ☏ V, 6308, Müggenkampstr. 14, ✉ 31 [500, 168, 794, 199]
directory-entry: — D. H. C., Maler, ☏ VI, 8504, Bürgerweide 71, Werkst. Malzweg 1, ✉ 25 [1170, 424, 1488, 455]
directory-entry: — Georg, Oberpostschaffn., Lehmweg 38a [1170, 847, 1450, 863]
column-4 [1170, 168, 1526, 2013]
directory-entry: — J., Strassenb.-Schaffn., Sillemstr. 59 [838, 1390, 1092, 1406]
directory-entry: — Heinr., Arbtr., Vierländerstr. 148, H. 8 [838, 1330, 1106, 1346]
directory-entry: — Wwe., D., Schneiderin, Wandsbeckerchaussee 184, H. 4, ✉ 23 [838, 1164, 1159, 1195]
directory-entry: Brügelmann — [500, 545, 599, 561]
directory-entry: — W., Arbtr., Balduinstr. 30, ✉ 4 [500, 952, 711, 968]
directory-entry: — H., Zig.-Hdlg., Jägerstr. 5a, ✉ 4 [1170, 892, 1394, 908]
directory-entry: ⊙ Hans Brüggemann, Hr, Tabakmakler, BCto: Deutsche B. Fil. Hbg., Bst: v. Pf. 48/50, ☏ VIII, 1664, Catharinenkirchhof 2, Zim. 63, ✉ 8, Wohn: Ifflandstr. 10/11, H. 8, ✉ 22 [500, 1435, 819, 1512]
directory-entry: — C. H., Privatier, Vogteiweg 4, ✉ 22 [838, 666, 1082, 682]
directory-entry: — Ernst, Strassenb.-Schaffn., Mendelssohnstrasse 17, ✉ 31 [500, 1239, 705, 1270]
directory-entry: — A., Arbtr., Gustavstr. 8, ✉ 15 [838, 983, 1043, 999]
directory-entry: — C. M., Heerenstr. 2, ✉ 1 [838, 1134, 1013, 1149]
directory-entry: — Heinr., Arbtr., Hamburgerstr. 71, H. 9 [160, 1073, 427, 1089]
directory-entry: — J. H., Arbtr., Peterskampweg 56, ✉ 23 [838, 1571, 1104, 1587]
directory-entry: — Friedr., Strassenreiniger, Schumannstrasse 28, H. 2, ✉ 22 [838, 711, 1142, 742]
directory-entry: — Friedr., Schneidermstr., Rothenbaumchaussee 59, ✉ 13 [838, 1269, 1054, 1300]
directory-entry: Brüdern, O., Butterbrotschneider, Hammerstr. 32a, H. 1, ✉ 23 [160, 1677, 466, 1708]
directory-entry: — G., Cäcilienstr. 6, ✉ 39 [160, 983, 327, 999]
directory-entry: — Max, Postassist., Sillemstr. 19, ✉ 31 [838, 817, 1092, 833]
directory-entry: — C. W., Maler, Heerenstr. 2, ✉ 1 [838, 1149, 1057, 1165]
